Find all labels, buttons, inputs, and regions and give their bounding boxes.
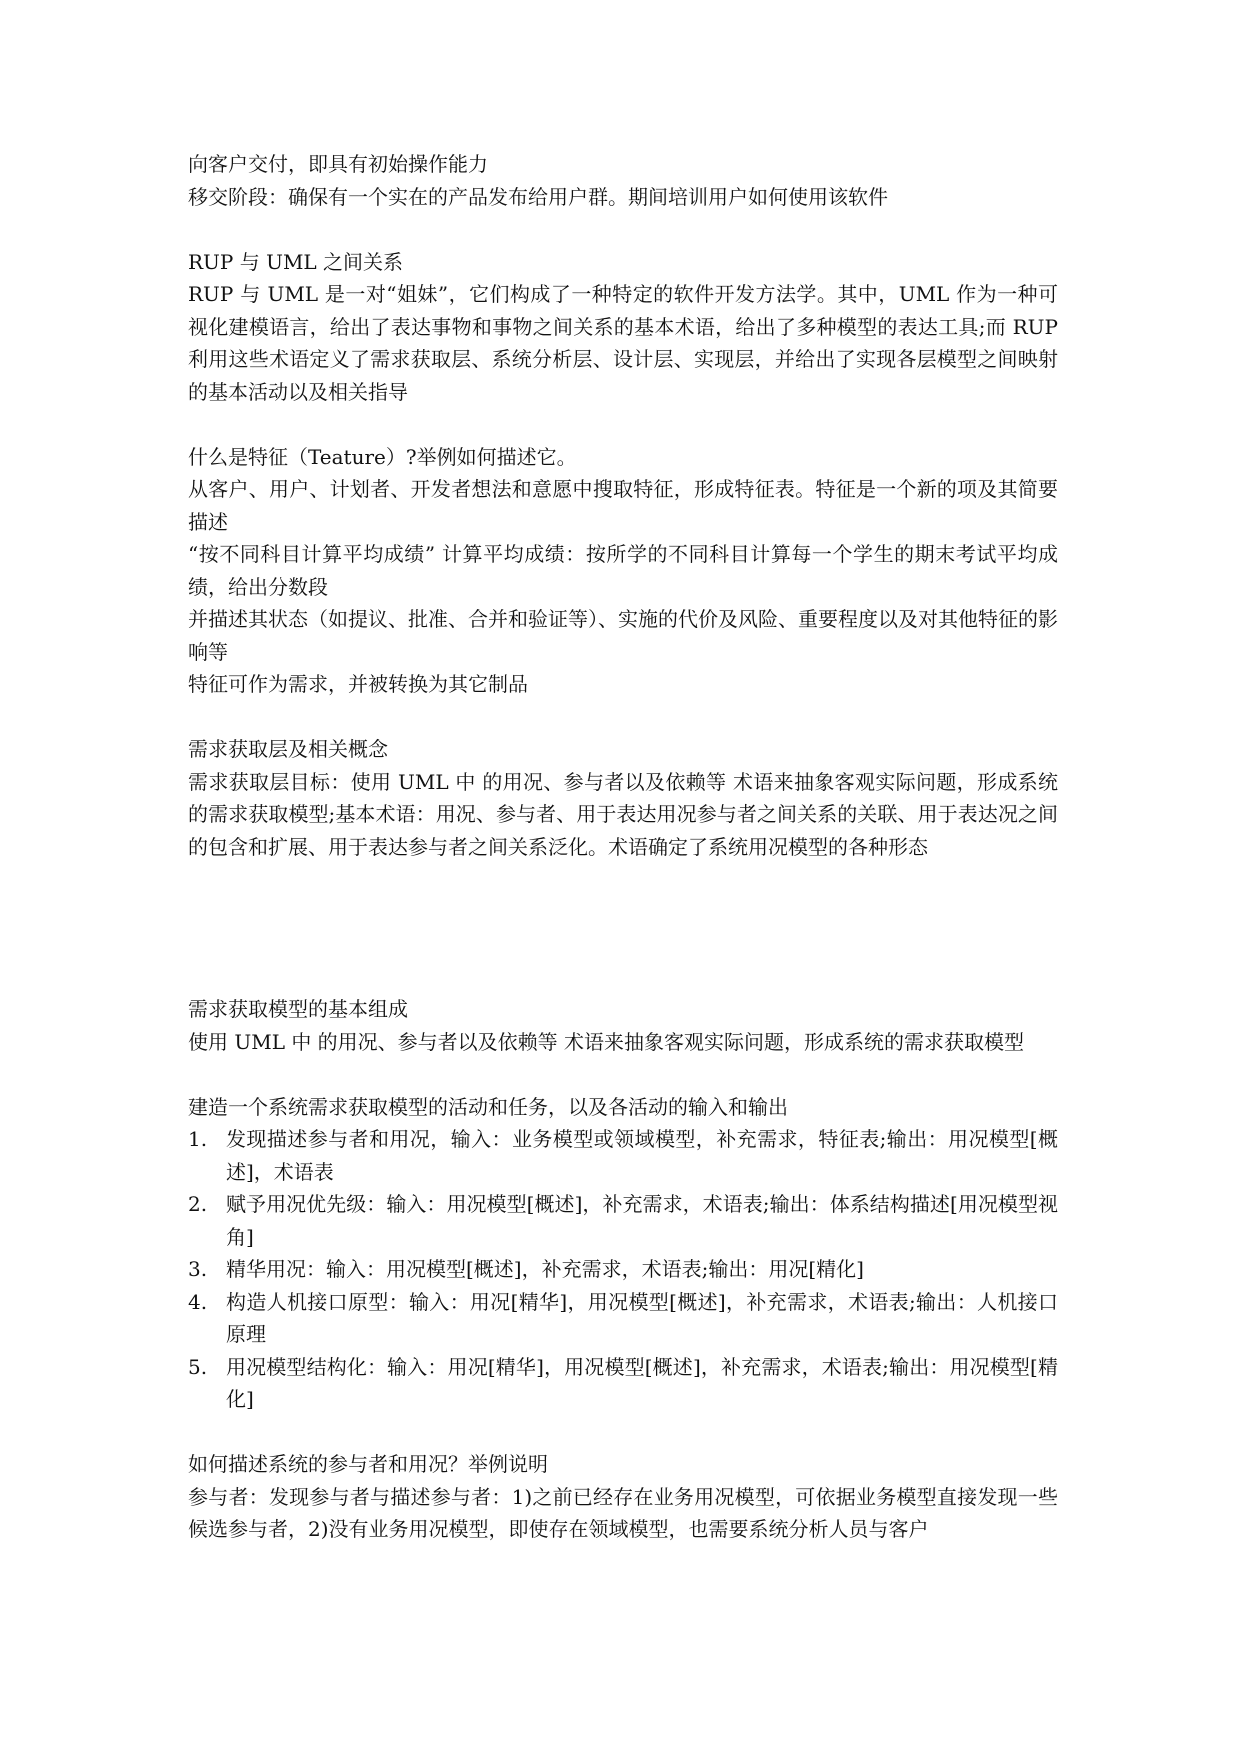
section-body-model-composition: 使用 UML 中 的用况、参与者以及依赖等 术语来抽象客观实际问题，形成系统的需求获取模型 <box>188 1029 1025 1054</box>
paragraph-gap <box>188 213 1058 246</box>
list-item <box>188 1253 1058 1286</box>
feature-paragraph: 特征可作为需求，并被转换为其它制品 <box>188 672 528 696</box>
list-item-text: 发现描述参与者和用况，输入：业务模型或领域模型，补充需求，特征表;输出：用况模型[概述]，术语表 <box>226 1127 1058 1184</box>
list-item-text: 赋予用况优先级：输入：用况模型[概述]，补充需求，术语表;输出：体系结构描述[用况模型视角] <box>226 1192 1058 1249</box>
paragraph-gap <box>188 1416 1058 1449</box>
activity-list <box>188 1123 1058 1416</box>
list-item <box>188 1351 1058 1416</box>
section-body-describe: 参与者：发现参与者与描述参与者：1)之前已经存在业务用况模型，可依据业务模型直接发现一些候选参与者，2)没有业务用况模型，即使存在领域模型，也需要系统分析人员与客户 <box>188 1484 1058 1541</box>
feature-paragraph: 从客户、用户、计划者、开发者想法和意愿中搜取特征，形成特征表。特征是一个新的项及其简要描述 <box>188 477 1058 534</box>
list-number: 1. <box>188 1127 208 1151</box>
document-page <box>188 148 1058 1546</box>
section-body-req-layer: 需求获取层目标：使用 UML 中 的用况、参与者以及依赖等 术语来抽象客观实际问题，形成系统的需求获取模型;基本术语：用况、参与者、用于表达用况参与者之间关系的关联、用于表达况之间的包含和扩展、用于表达参与者之间关系泛化。术语确定了系统用况模型的各种形态 <box>188 769 1058 859</box>
section-heading-model-composition: 需求获取模型的基本组成 <box>188 997 408 1021</box>
section-heading-feature: 什么是特征（Teature）?举例如何描述它。 <box>188 444 577 469</box>
list-number: 4. <box>188 1289 208 1314</box>
paragraph-gap <box>188 408 1058 441</box>
section-body-rup-uml: RUP 与 UML 是一对“姐妹”，它们构成了一种特定的软件开发方法学。其中，UML 作为一种可视化建模语言，给出了表达事物和事物之间关系的基本术语，给出了多种模型的表达工具;而 RUP 利用这些术语定义了需求获取层、系统分析层、设计层、实现层，并给出了实现各层模型之间映射的基本活动以及相关指导 <box>188 282 1058 404</box>
text-line: 移交阶段：确保有一个实在的产品发布给用户群。期间培训用户如何使用该软件 <box>188 184 888 209</box>
list-item <box>188 1188 1058 1253</box>
list-number: 5. <box>188 1354 208 1379</box>
list-item <box>188 1123 1058 1188</box>
feature-paragraph: 并描述其状态（如提议、批准、合并和验证等）、实施的代价及风险、重要程度以及对其他特征的影响等 <box>188 607 1058 664</box>
list-number: 3. <box>188 1257 208 1281</box>
list-item-text: 用况模型结构化：输入：用况[精华]，用况模型[概述]，补充需求，术语表;输出：用况模型[精化] <box>226 1354 1058 1411</box>
feature-paragraph: “按不同科目计算平均成绩” 计算平均成绩：按所学的不同科目计算每一个学生的期末考试平均成绩，给出分数段 <box>188 542 1058 599</box>
list-item-text: 构造人机接口原型：输入：用况[精华]，用况模型[概述]，补充需求，术语表;输出：人机接口原理 <box>226 1289 1058 1346</box>
section-heading-rup-uml: RUP 与 UML 之间关系 <box>188 249 404 274</box>
section-heading-describe: 如何描述系统的参与者和用况？举例说明 <box>188 1452 548 1476</box>
paragraph-gap <box>188 701 1058 734</box>
list-item <box>188 1286 1058 1351</box>
text-line: 向客户交付，即具有初始操作能力 <box>188 152 488 176</box>
list-number: 2. <box>188 1192 208 1216</box>
paragraph-gap <box>188 863 1058 993</box>
section-heading-activities: 建造一个系统需求获取模型的活动和任务，以及各活动的输入和输出 <box>188 1094 788 1119</box>
list-item-text: 精华用况：输入：用况模型[概述]，补充需求，术语表;输出：用况[精化] <box>226 1257 864 1281</box>
paragraph-gap <box>188 1058 1058 1091</box>
section-heading-req-layer: 需求获取层及相关概念 <box>188 737 388 761</box>
